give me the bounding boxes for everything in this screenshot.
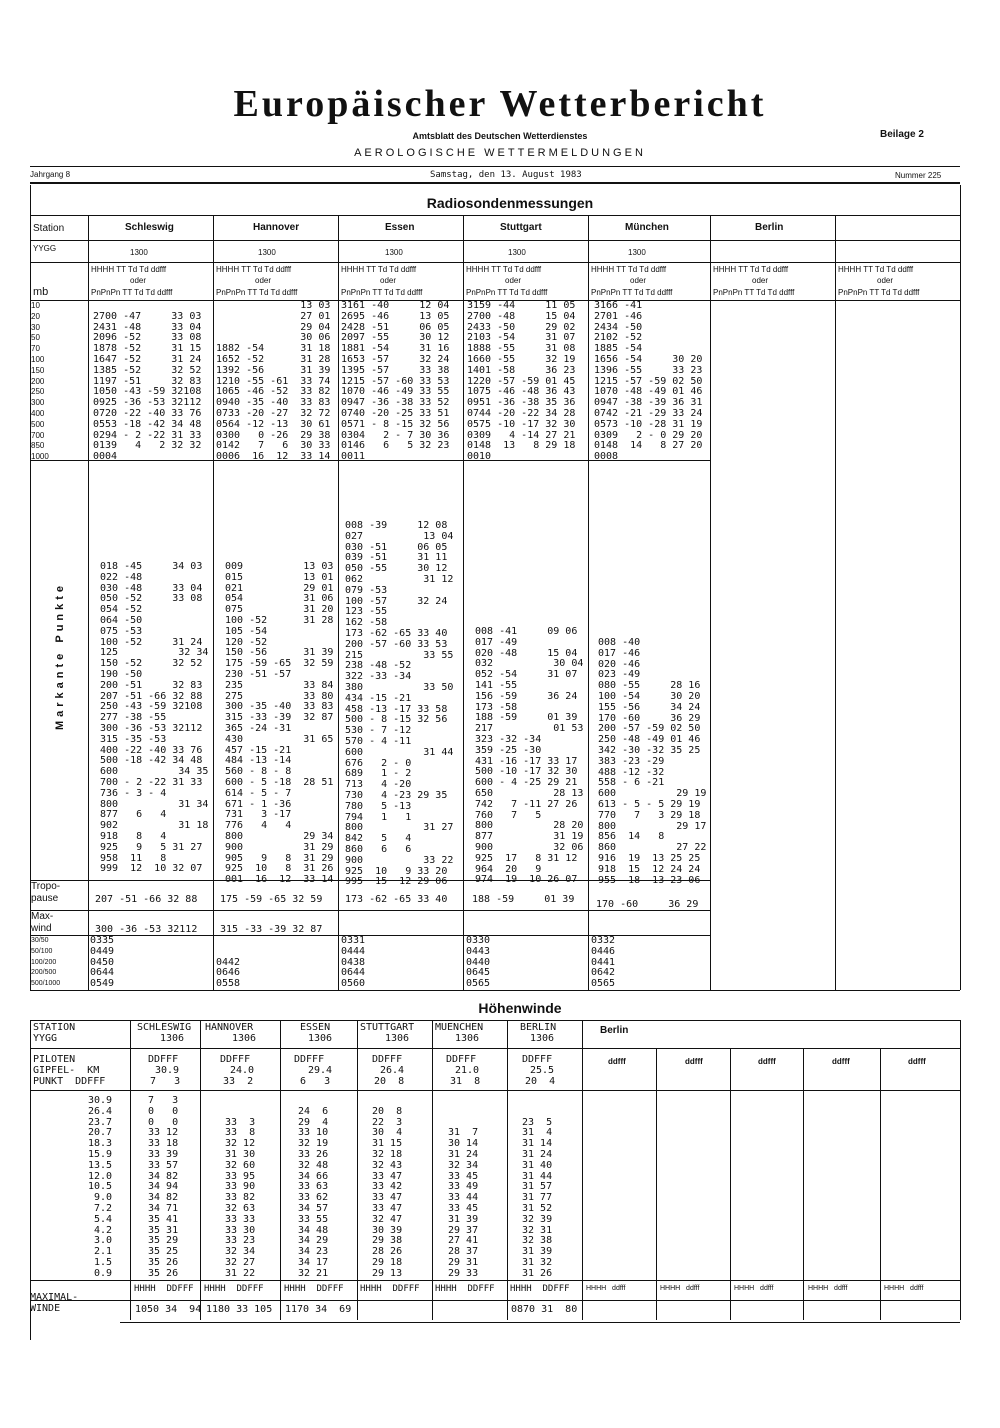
std-levels-schleswig: 2700 -47 33 03 2431 -48 33 04 2096 -52 33 08 1878 -52 31 15 1647 -52 31 24 1385 -52 32 52 1197 -51 32 83 1050 -43 -59 32108 0925 -36 -53 32112 0720 -22 -40 33 76 0553 -18 -42 34 48 0294 - 2 -22 31 33 0139 4 2 32 32 0004 — [93, 310, 202, 463]
col-header: PnPnPn TT Td Td ddfff — [341, 288, 423, 297]
hw-extra-hdr: ddfff — [608, 1057, 626, 1066]
hw-gipfel-schleswig: 30.9 — [155, 1065, 180, 1076]
hw-col-schleswig: 7 3 0 0 0 0 33 12 33 18 33 39 33 57 34 82 34 94 34 82 34 71 35 41 35 31 35 29 35 25 35 26 35 26 — [148, 1095, 179, 1279]
col-header-oder: oder — [505, 276, 522, 285]
col-header: PnPnPn TT Td Td ddfff — [713, 288, 795, 297]
col-header: HHHH TT Td Td ddfff — [341, 265, 417, 274]
hw-col-berlin: 23 5 31 4 31 14 31 24 31 40 31 44 31 57 31 77 31 52 32 39 32 31 32 38 31 39 31 32 31 26 — [522, 1116, 553, 1279]
markante-hannover: 009 13 03 015 13 01 021 29 01 054 31 06 075 31 20 100 -52 31 28 105 -54 120 -52 150 -56 31 39 175 -59 -65 32 59 230 -51 -57 235 33 84 275 33 80 300 -35 -40 33 83 315 -33 -39 32 87 365 -24 -31 430 31 65 457 -15 -21 484 -13 -14 560 - 8 - 8 600 - 5 -18 28 51 614 - 5 - 7 671 - 1 -36 731 3 -17 776 4 4 800 29 34 900 31 29 905 9 8 31 29 925 10 8 31 26 001 16 12 33 14 — [225, 561, 334, 886]
hw-col-essen: 24 6 29 4 33 10 32 19 33 26 32 48 34 66 33 63 33 62 34 57 33 55 34 48 34 29 34 23 34 17 32 21 — [298, 1105, 329, 1279]
hw-col-stuttgart: 20 8 22 3 30 4 31 15 32 18 32 43 33 47 33 42 33 47 33 47 32 47 30 39 29 38 28 26 29 18 29 13 — [372, 1105, 403, 1279]
page-title: Europäischer Wetterbericht — [233, 83, 767, 125]
hw-col-hannover: 33 3 33 8 32 12 31 30 32 60 33 95 33 90 33 82 32 63 33 33 33 30 33 23 32 34 32 27 31 22 — [225, 1116, 256, 1279]
nummer-label: Nummer 225 — [895, 171, 942, 180]
max-hdr-lower: HHHH ddfff — [734, 1285, 774, 1292]
yygg-schleswig: 1300 — [130, 248, 148, 257]
hw-station-berlin-extra: Berlin — [600, 1025, 629, 1036]
max-hdr: HHHH DDFFF — [435, 1284, 495, 1294]
hw-punkt-stuttgart: 20 8 — [374, 1076, 405, 1087]
date-label: Samstag, den 13. August 1983 — [430, 170, 582, 180]
station-essen: Essen — [385, 222, 415, 233]
col-header: HHHH TT Td Td ddfff — [91, 265, 167, 274]
col-header-oder: oder — [752, 276, 769, 285]
max-hdr: HHHH DDFFF — [204, 1284, 264, 1294]
col-header-oder: oder — [255, 276, 272, 285]
col-header-oder: oder — [877, 276, 894, 285]
markante-stuttgart: 008 -41 09 06 017 -49 020 -48 15 04 032 30 04 052 -54 31 07 141 -55 156 -59 36 24 173 -58 188 -59 01 39 217 01 53 323 -32 -34 359 -25 -30 431 -16 -17 33 17 500 -10 -17 32 30 600 - 4 -25 29 21 650 28 13 742 7 -11 27 26 760 7 5 800 28 20 877 31 19 900 32 06 925 17 8 31 12 964 20 9 974 19 10 26 07 — [475, 626, 584, 886]
max-hdr: HHHH DDFFF — [510, 1284, 570, 1294]
max-val-hannover: 1180 33 105 — [206, 1304, 273, 1315]
markante-essen: 008 -39 12 08 027 13 04 030 -51 06 05 039 -51 31 11 050 -55 30 12 062 31 12 079 -53 100 -57 32 24 123 -55 162 -58 173 -62 -65 33 40 200 -57 -60 33 53 215 33 55 238 -48 -52 322 -33 -34 380 33 50 434 -15 -21 458 -13 -17 33 58 500 - 8 -15 32 56 530 - 7 -12 570 - 4 -11 600 31 44 676 2 - 0 689 1 - 2 713 4 -20 730 4 -23 29 35 780 5 -13 794 1 1 800 31 27 842 5 4 860 6 6 900 33 22 925 10 9 33 20 995 15 12 29 06 — [345, 520, 454, 888]
hw-yygg-schleswig: 1306 — [160, 1033, 185, 1044]
tropo-hannover: 175 -59 -65 32 59 — [220, 894, 323, 905]
hw-extra-hdr: ddfff — [685, 1057, 703, 1066]
hw-gipfel-hannover: 24.0 — [230, 1065, 255, 1076]
layer-labels: 30/50 50/100 100/200 200/500 500/1000 — [31, 937, 61, 988]
layers-stuttgart: 0330 0443 0440 0645 0565 — [466, 935, 491, 990]
std-levels-muenchen: 3166 -41 2701 -46 2434 -50 2102 -52 1885 -54 1656 -54 30 20 1396 -55 33 23 1215 -57 -59 02 50 1070 -48 -49 01 46 0947 -38 -39 36 31 0742 -21 -29 33 24 0573 -10 -28 31 19 0309 2 - 0 29 20 0148 14 8 27 20 0008 — [594, 300, 703, 463]
yygg-essen: 1300 — [385, 248, 403, 257]
max-hdr: HHHH DDFFF — [134, 1284, 194, 1294]
yygg-muenchen: 1300 — [628, 248, 646, 257]
station-muenchen: München — [625, 222, 669, 233]
markante-punkte-label: Markante Punkte — [54, 581, 66, 730]
markante-muenchen: 008 -40 017 -46 020 -46 023 -49 080 -55 28 16 100 -54 30 20 155 -56 34 24 170 -60 36 29 200 -57 -59 02 50 250 -48 -49 01 46 342 -30 -32 35 25 383 -23 -29 488 -12 -32 558 - 6 -21 600 29 19 613 - 5 - 5 29 19 770 7 3 29 18 800 29 17 856 14 8 860 27 22 916 19 13 25 25 918 15 12 24 24 955 18 13 23 06 — [598, 637, 707, 886]
tropo-muenchen: 170 -60 36 29 — [596, 899, 699, 910]
max-winde-label: MAXIMAL- WINDE — [30, 1292, 79, 1314]
hw-yygg-stuttgart: 1306 — [385, 1033, 410, 1044]
hw-gipfel-essen: 29.4 — [308, 1065, 333, 1076]
col-header: PnPnPn TT Td Td ddfff — [216, 288, 298, 297]
tropo-stuttgart: 188 -59 01 39 — [472, 894, 575, 905]
col-header: HHHH TT Td Td ddfff — [838, 265, 914, 274]
maxwind-label: Max- wind — [31, 911, 54, 934]
hw-hdr-hannover: DDFFF — [220, 1054, 251, 1065]
station-berlin: Berlin — [755, 222, 784, 233]
max-hdr: HHHH DDFFF — [284, 1284, 344, 1294]
std-levels-essen: 3161 -40 12 04 2695 -46 13 05 2428 -51 06 05 2097 -55 30 12 1881 -54 31 16 1653 -57 32 24 1395 -57 33 38 1215 -57 -60 33 53 1070 -46 -49 33 55 0947 -36 -38 33 52 0740 -20 -25 33 51 0571 - 8 -15 32 56 0304 2 - 7 30 36 0146 6 5 32 23 0011 — [341, 300, 450, 463]
hw-yygg-hannover: 1306 — [232, 1033, 257, 1044]
beilage-label: Beilage 2 — [880, 129, 924, 140]
hw-header-block: STATION YYGG PILOTEN GIPFEL- KM PUNKT DDFFF — [33, 1022, 106, 1087]
station-stuttgart: Stuttgart — [500, 222, 542, 233]
jahrgang-label: Jahrgang 8 — [30, 170, 71, 179]
station-schleswig: Schleswig — [125, 222, 174, 233]
col-header-oder: oder — [130, 276, 147, 285]
col-header: HHHH TT Td Td ddfff — [591, 265, 667, 274]
col-header: PnPnPn TT Td Td ddfff — [91, 288, 173, 297]
hw-hdr-berlin: DDFFF — [522, 1054, 553, 1065]
maxwind-hannover: 315 -33 -39 32 87 — [220, 924, 323, 935]
hw-gipfel-stuttgart: 26.4 — [380, 1065, 405, 1076]
tropo-schleswig: 207 -51 -66 32 88 — [95, 894, 198, 905]
hw-gipfel-muenchen: 21.0 — [455, 1065, 480, 1076]
max-hdr-lower: HHHH ddfff — [808, 1285, 848, 1292]
hw-station-muenchen: MUENCHEN — [435, 1022, 484, 1033]
hw-station-stuttgart: STUTTGART — [360, 1022, 415, 1033]
hw-extra-hdr: ddfff — [908, 1057, 926, 1066]
layers-schleswig: 0335 0449 0450 0644 0549 — [90, 935, 115, 990]
col-header-oder: oder — [630, 276, 647, 285]
hw-gipfel-berlin: 25.5 — [530, 1065, 555, 1076]
hw-hdr-stuttgart: DDFFF — [372, 1054, 403, 1065]
layers-muenchen: 0332 0446 0441 0642 0565 — [591, 935, 616, 990]
hw-col-muenchen: 31 7 30 14 31 24 32 34 33 45 33 49 33 44 33 45 31 39 29 37 27 41 28 37 29 31 29 33 — [448, 1127, 479, 1279]
hw-station-berlin: BERLIN — [520, 1022, 557, 1033]
layers-essen: 0331 0444 0438 0644 0560 — [341, 935, 366, 990]
station-label: Station — [33, 223, 65, 234]
max-val-berlin: 0870 31 80 — [511, 1304, 578, 1315]
col-header: PnPnPn TT Td Td ddfff — [466, 288, 548, 297]
hw-punkt-schleswig: 7 3 — [150, 1076, 181, 1087]
col-header: HHHH TT Td Td ddfff — [713, 265, 789, 274]
col-header: HHHH TT Td Td ddfff — [466, 265, 542, 274]
maxwind-schleswig: 300 -36 -53 32112 — [95, 924, 198, 935]
hw-levels: 30.9 26.4 23.7 20.7 18.3 15.9 13.5 12.0 10.5 9.0 7.2 5.4 4.2 3.0 2.1 1.5 0.9 — [88, 1095, 113, 1279]
hw-punkt-essen: 6 3 — [300, 1076, 331, 1087]
max-hdr-lower: HHHH ddfff — [660, 1285, 700, 1292]
radiosonde-title: Radiosondenmessungen — [426, 195, 594, 211]
hw-extra-hdr: ddfff — [758, 1057, 776, 1066]
yygg-stuttgart: 1300 — [508, 248, 526, 257]
tropo-essen: 173 -62 -65 33 40 — [345, 894, 448, 905]
hw-punkt-muenchen: 31 8 — [450, 1076, 481, 1087]
std-levels-hannover: 13 03 27 01 29 04 30 06 1882 -54 31 18 1652 -52 31 28 1392 -56 31 39 1210 -55 -61 33 74 1065 -46 -52 33 82 0940 -35 -40 33 83 0733 -20 -27 32 72 0564 -12 -13 30 61 0300 0 -26 29 38 0142 7 6 30 33 0006 16 12 33 14 — [216, 300, 331, 463]
hw-hdr-muenchen: DDFFF — [446, 1054, 477, 1065]
hw-yygg-muenchen: 1306 — [455, 1033, 480, 1044]
max-hdr: HHHH DDFFF — [360, 1284, 420, 1294]
max-val-essen: 1170 34 69 — [285, 1304, 352, 1315]
col-header: HHHH TT Td Td ddfff — [216, 265, 292, 274]
hw-hdr-essen: DDFFF — [294, 1054, 325, 1065]
subtitle: Amtsblatt des Deutschen Wetterdienstes — [412, 131, 588, 141]
hw-station-schleswig: SCHLESWIG — [137, 1022, 192, 1033]
tropopause-label: Tropo- pause — [31, 881, 61, 904]
max-hdr-lower: HHHH ddfff — [884, 1285, 924, 1292]
col-header-oder: oder — [380, 276, 397, 285]
col-header: PnPnPn TT Td Td ddfff — [838, 288, 920, 297]
std-levels-stuttgart: 3159 -44 11 05 2700 -48 15 04 2433 -50 29 02 2103 -54 31 07 1888 -55 31 08 1660 -55 32 19 1401 -58 36 23 1220 -57 -59 01 45 1075 -46 -48 36 43 0951 -36 -38 35 36 0744 -20 -22 34 28 0575 -10 -17 32 30 0309 4 -14 27 21 0148 13 8 29 18 0010 — [467, 300, 576, 463]
max-hdr-lower: HHHH ddfff — [586, 1285, 626, 1292]
mb-label: mb — [33, 286, 49, 298]
yygg-hannover: 1300 — [258, 248, 276, 257]
aerological-heading: AEROLOGISCHE WETTERMELDUNGEN — [354, 147, 646, 159]
hw-yygg-berlin: 1306 — [530, 1033, 555, 1044]
markante-schleswig: 018 -45 34 03 022 -48 030 -48 33 04 050 -52 33 08 054 -52 064 -50 075 -53 100 -52 31 24 125 32 34 150 -52 32 52 190 -50 200 -51 32 83 207 -51 -66 32 88 250 -43 -59 32108 277 -38 -55 300 -36 -53 32112 315 -35 -53 400 -22 -40 33 76 500 -18 -42 34 48 600 34 35 700 - 2 -22 31 33 736 - 3 - 4 800 31 34 877 6 4 902 31 18 918 8 4 925 9 5 31 27 958 11 8 999 12 10 32 07 — [100, 561, 209, 875]
hw-station-hannover: HANNOVER — [205, 1022, 254, 1033]
mb-levels: 10 20 30 50 70 100 150 200 250 300 400 500 700 850 1000 — [31, 301, 49, 462]
hw-punkt-berlin: 20 4 — [525, 1076, 556, 1087]
hw-hdr-schleswig: DDFFF — [148, 1054, 179, 1065]
yygg-label: YYGG — [33, 244, 57, 253]
hoehenwinde-title: Höhenwinde — [478, 1000, 562, 1016]
hw-yygg-essen: 1306 — [308, 1033, 333, 1044]
max-val-schleswig: 1050 34 94 — [135, 1304, 202, 1315]
col-header: PnPnPn TT Td Td ddfff — [591, 288, 673, 297]
hw-punkt-hannover: 33 2 — [223, 1076, 254, 1087]
hw-extra-hdr: ddfff — [832, 1057, 850, 1066]
station-hannover: Hannover — [253, 222, 300, 233]
layers-hannover: 0442 0646 0558 — [216, 956, 241, 990]
hw-station-essen: ESSEN — [300, 1022, 331, 1033]
